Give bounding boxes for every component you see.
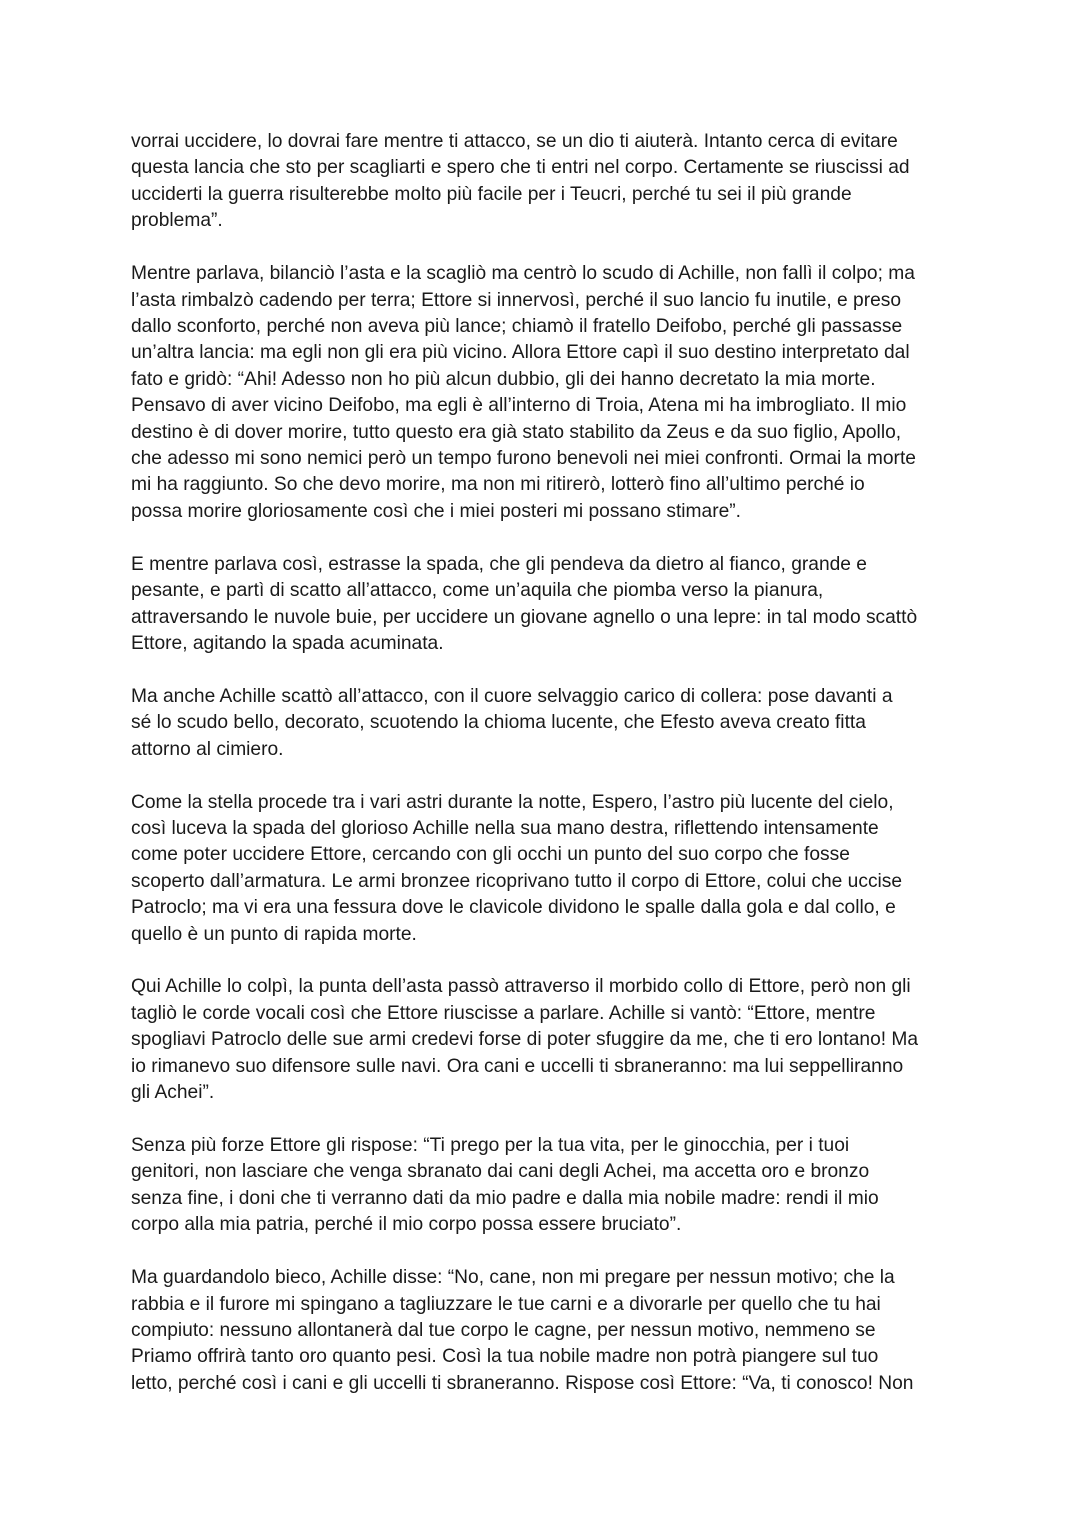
- paragraph-6: Qui Achille lo colpì, la punta dell’asta passò attraverso il morbido collo di Ettore, però non gli tagliò le corde vocali così che Ettore riuscisse a parlare. Achille si vantò: “Ettore, mentre spogliavi Patroclo delle sue armi credevi forse di poter sfuggire da me, che ti ero lontano! Ma io rimanevo suo difensore sulle navi. Ora cani e uccelli ti sbraneranno: ma lui seppelliranno gli Achei”.: [131, 976, 919, 1104]
- paragraph-8: Ma guardandolo bieco, Achille disse: “No, cane, non mi pregare per nessun motivo; che la rabbia e il furore mi spingano a tagliuzzare le tue carni e a divorarle per quello che tu hai compiuto: nessuno allontanerà dal tue corpo le cagne, per nessun motivo, nemmeno se Priamo offrirà tanto oro quanto pesi. Così la tua nobile madre non potrà piangere sul tuo letto, perché così i cani e gli uccelli ti sbraneranno. Rispose così Ettore: “Va, ti conosco! Non: [131, 1267, 914, 1394]
- paragraph-3: E mentre parlava così, estrasse la spada, che gli pendeva da dietro al fianco, grande e pesante, e partì di scatto all’attacco, come un’aquila che piomba verso la pianura, attraversando le nuvole buie, per uccidere un giovane agnello o una lepre: in tal modo scattò Ettore, agitando la spada acuminata.: [131, 553, 918, 654]
- paragraph-5: Come la stella procede tra i vari astri durante la notte, Espero, l’astro più lucente del cielo, così luceva la spada del glorioso Achille nella sua mano destra, riflettendo intensamente come poter uccidere Ettore, cercando con gli occhi un punto del suo corpo che fosse scoperto dall’armatura. Le armi bronzee ricoprivano tutto il corpo di Ettore, colui che uccise Patroclo; ma vi era una fessura dove le clavicole dividono le spalle dalla gola e dal collo, e quello è un punto di rapida morte.: [131, 791, 903, 945]
- paragraph-7: Senza più forze Ettore gli rispose: “Ti prego per la tua vita, per le ginocchia, per i tuoi genitori, non lasciare che venga sbranato dai cani degli Achei, ma accetta oro e bronzo senza fine, i doni che ti verranno dati da mio padre e dalla mia nobile madre: rendi il mio corpo alla mia patria, perché il mio corpo possa essere bruciato”.: [131, 1135, 879, 1236]
- paragraph-2: Mentre parlava, bilanciò l’asta e la scagliò ma centrò lo scudo di Achille, non fallì il colpo; ma l’asta rimbalzò cadendo per terra; Ettore si innervosì, perché il suo lancio fu inutile, e preso dallo sconforto, perché non aveva più lance; chiamò il fratello Deifobo, perché gli passasse un’altra lancia: ma egli non gli era più vicino. Allora Ettore capì il suo destino interpretato dal fato e gridò: “Ahi! Adesso non ho più alcun dubbio, gli dei hanno decretato la mia morte. Pensavo di aver vicino Deifobo, ma egli è all’interno di Troia, Atena mi ha imbrogliato. Il mio destino è di dover morire, tutto questo era già stato stabilito da Zeus e da suo figlio, Apollo, che adesso mi sono nemici però un tempo furono benevoli nei miei confronti. Ormai la morte mi ha raggiunto. So che devo morire, ma non mi ritirerò, lotterò fino all’ultimo perché io possa morire gloriosamente così che i miei posteri mi possano stimare”.: [131, 263, 916, 522]
- document-page: [131, 129, 961, 1397]
- paragraph-1: vorrai uccidere, lo dovrai fare mentre ti attacco, se un dio ti aiuterà. Intanto cerca di evitare questa lancia che sto per scagliarti e spero che ti entri nel corpo. Certamente se riuscissi ad ucciderti la guerra risulterebbe molto più facile per i Teucri, perché tu sei il più grande problema”.: [131, 131, 910, 232]
- paragraph-4: Ma anche Achille scattò all’attacco, con il cuore selvaggio carico di collera: pose davanti a sé lo scudo bello, decorato, scuotendo la chioma lucente, che Efesto aveva creato fitta attorno al cimiero.: [131, 685, 893, 760]
